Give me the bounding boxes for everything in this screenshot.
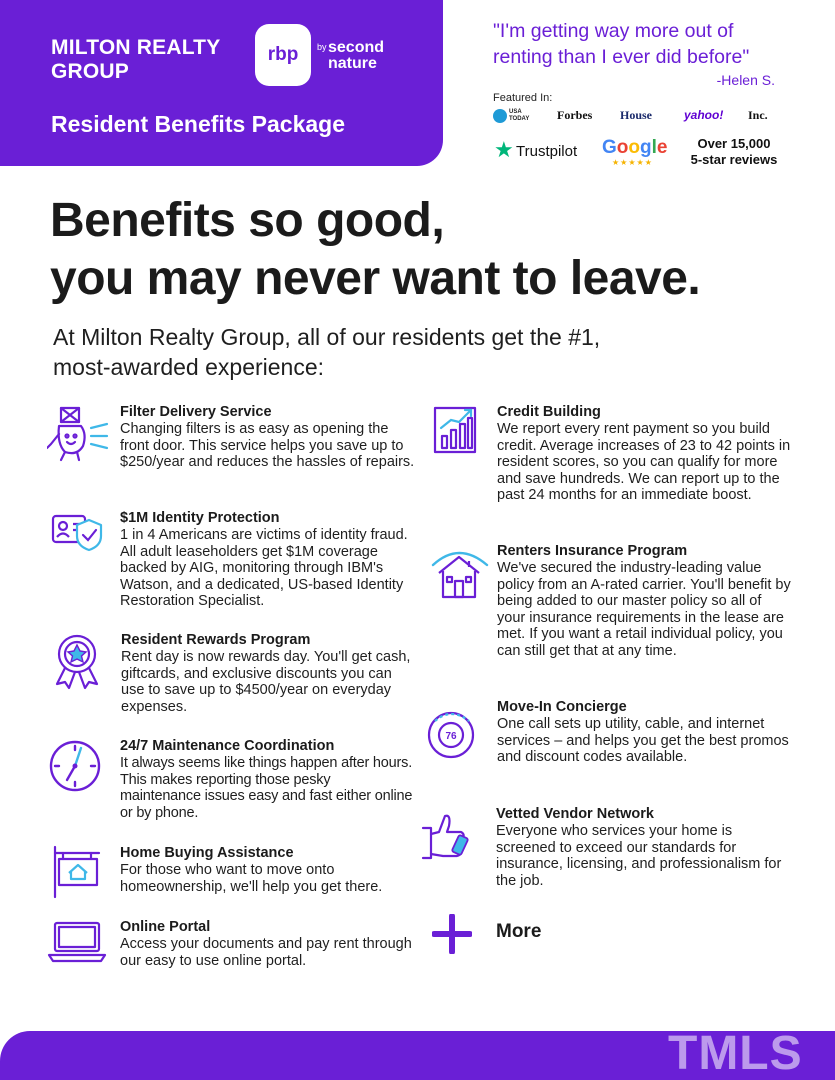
reviews-count bbox=[684, 136, 784, 168]
credit-chart-icon bbox=[431, 404, 493, 466]
trustpilot-logo: Trustpilot bbox=[516, 143, 578, 160]
rbp-logo bbox=[255, 24, 311, 86]
featured-label: Featured In: bbox=[493, 92, 553, 104]
more-link[interactable]: More bbox=[496, 921, 542, 942]
reviews-line-2: 5-star reviews bbox=[690, 152, 778, 167]
package-title: Resident Benefits Package bbox=[51, 111, 346, 137]
google-letter: g bbox=[640, 137, 652, 158]
press-yahoo: yahoo! bbox=[684, 108, 724, 122]
testimonial-author: -Helen S. bbox=[716, 72, 775, 88]
google-logo-text bbox=[602, 137, 667, 158]
press-inc: Inc. bbox=[748, 108, 768, 122]
benefit-title: $1M Identity Protection bbox=[120, 510, 280, 526]
benefit-title: Filter Delivery Service bbox=[120, 404, 272, 420]
trustpilot-star-icon: ★ bbox=[494, 137, 514, 162]
benefit-home-buying bbox=[47, 845, 417, 905]
benefit-title: Vetted Vendor Network bbox=[496, 806, 654, 822]
benefit-description: It always seems like things happen after hours. This makes reporting those pesky maintenance issues easy and fast either online or by phone. bbox=[120, 755, 413, 821]
benefit-online-portal bbox=[47, 919, 417, 979]
benefit-title: Credit Building bbox=[497, 404, 601, 420]
partner-logo bbox=[328, 40, 408, 72]
google-letter: o bbox=[628, 137, 640, 158]
google-letter: G bbox=[602, 137, 617, 158]
benefit-filter-delivery bbox=[47, 404, 417, 494]
brand-name bbox=[51, 36, 251, 84]
benefit-credit-building bbox=[431, 404, 791, 524]
thermostat-icon bbox=[423, 703, 485, 765]
headline bbox=[50, 192, 810, 308]
thumbs-up-icon bbox=[421, 806, 483, 868]
google-logo bbox=[602, 137, 667, 159]
benefit-identity-protection bbox=[47, 510, 417, 620]
testimonial-quote: "I'm getting way more out of renting than I ever did before" bbox=[493, 20, 750, 68]
benefit-title: Renters Insurance Program bbox=[497, 543, 688, 559]
google-letter: o bbox=[616, 137, 629, 158]
plus-icon[interactable] bbox=[432, 914, 472, 954]
benefit-description: Rent day is now rewards day. You'll get cash, giftcards, and exclusive discounts you can use to save up to $4500/year on everyday expenses. bbox=[121, 649, 411, 715]
intro-text bbox=[53, 322, 753, 382]
reviews-line-1: Over 15,000 bbox=[697, 136, 771, 151]
thermostat-reading: 76 bbox=[445, 731, 457, 742]
rbp-logo-text: rbp bbox=[267, 44, 299, 65]
benefit-maintenance bbox=[47, 738, 417, 833]
rewards-ribbon-icon bbox=[47, 632, 109, 694]
headline-line-2: you may never want to leave. bbox=[50, 252, 701, 305]
benefit-move-in-concierge bbox=[421, 699, 791, 794]
identity-shield-icon bbox=[47, 510, 109, 572]
benefit-title: Resident Rewards Program bbox=[121, 632, 311, 648]
benefit-description: Access your documents and pay rent through our easy to use online portal. bbox=[120, 936, 412, 969]
benefit-title: 24/7 Maintenance Coordination bbox=[120, 738, 335, 754]
benefit-renters-insurance bbox=[431, 543, 791, 683]
benefit-description: Everyone who services your home is screened to exceed our standards for insurance, licensing, and professionalism for the job. bbox=[496, 823, 782, 889]
home-sign-icon bbox=[47, 845, 109, 907]
press-usa-today: USA TODAY bbox=[509, 109, 530, 122]
filter-delivery-icon bbox=[47, 404, 109, 466]
benefit-title: Home Buying Assistance bbox=[120, 845, 294, 861]
google-letter: l bbox=[651, 137, 657, 158]
by-label: by bbox=[317, 42, 327, 52]
partner-line-2: nature bbox=[328, 55, 377, 72]
laptop-icon bbox=[47, 919, 109, 981]
benefit-description: We report every rent payment so you build credit. Average increases of 23 to 42 points in resident scores, so you can qualify for more and save hundreds. We can report up to the past 24 months for an immediate boost. bbox=[497, 421, 791, 503]
benefit-vetted-vendors bbox=[421, 806, 791, 906]
benefit-title: Online Portal bbox=[120, 919, 211, 935]
benefit-title: Move-In Concierge bbox=[497, 699, 627, 715]
benefit-description: For those who want to move onto homeownership, we'll help you get there. bbox=[120, 862, 383, 895]
brand-line-2: GROUP bbox=[51, 60, 130, 83]
benefit-description: One call sets up utility, cable, and internet services – and helps you get the best promos and discount codes available. bbox=[497, 716, 789, 765]
insured-house-icon bbox=[431, 543, 493, 605]
headline-line-1: Benefits so good, bbox=[50, 194, 445, 247]
header-banner bbox=[0, 0, 443, 166]
press-house: House bbox=[620, 108, 653, 122]
benefit-resident-rewards bbox=[47, 632, 417, 727]
usa-today-logo-icon bbox=[493, 109, 507, 123]
google-stars-icon: ★★★★★ bbox=[612, 158, 653, 167]
clock-icon bbox=[47, 738, 109, 800]
intro-line-1: At Milton Realty Group, all of our residents get the #1, bbox=[53, 324, 601, 350]
intro-line-2: most-awarded experience: bbox=[53, 354, 325, 380]
brand-line-1: MILTON REALTY bbox=[51, 36, 221, 59]
partner-line-1: second bbox=[328, 39, 385, 56]
benefit-description: We've secured the industry-leading value policy from an A-rated carrier. You'll benefit by being added to our master policy so all of your insurance requirements in the lease are met. If you want a retail individual policy, you can still get that at any time. bbox=[497, 560, 791, 659]
benefit-description: 1 in 4 Americans are victims of identity fraud. All adult leaseholders get $1M coverage backed by AIG, monitoring through IBM's Watson, and a dedicated, US-based Identity Restoration Specialist. bbox=[120, 527, 408, 609]
watermark: TMLS bbox=[668, 1027, 803, 1080]
google-letter: e bbox=[656, 137, 668, 158]
benefit-description: Changing filters is as easy as opening the front door. This service helps you save up to $250/year and reduces the hassles of repairs. bbox=[120, 421, 415, 470]
press-forbes: Forbes bbox=[557, 108, 593, 122]
